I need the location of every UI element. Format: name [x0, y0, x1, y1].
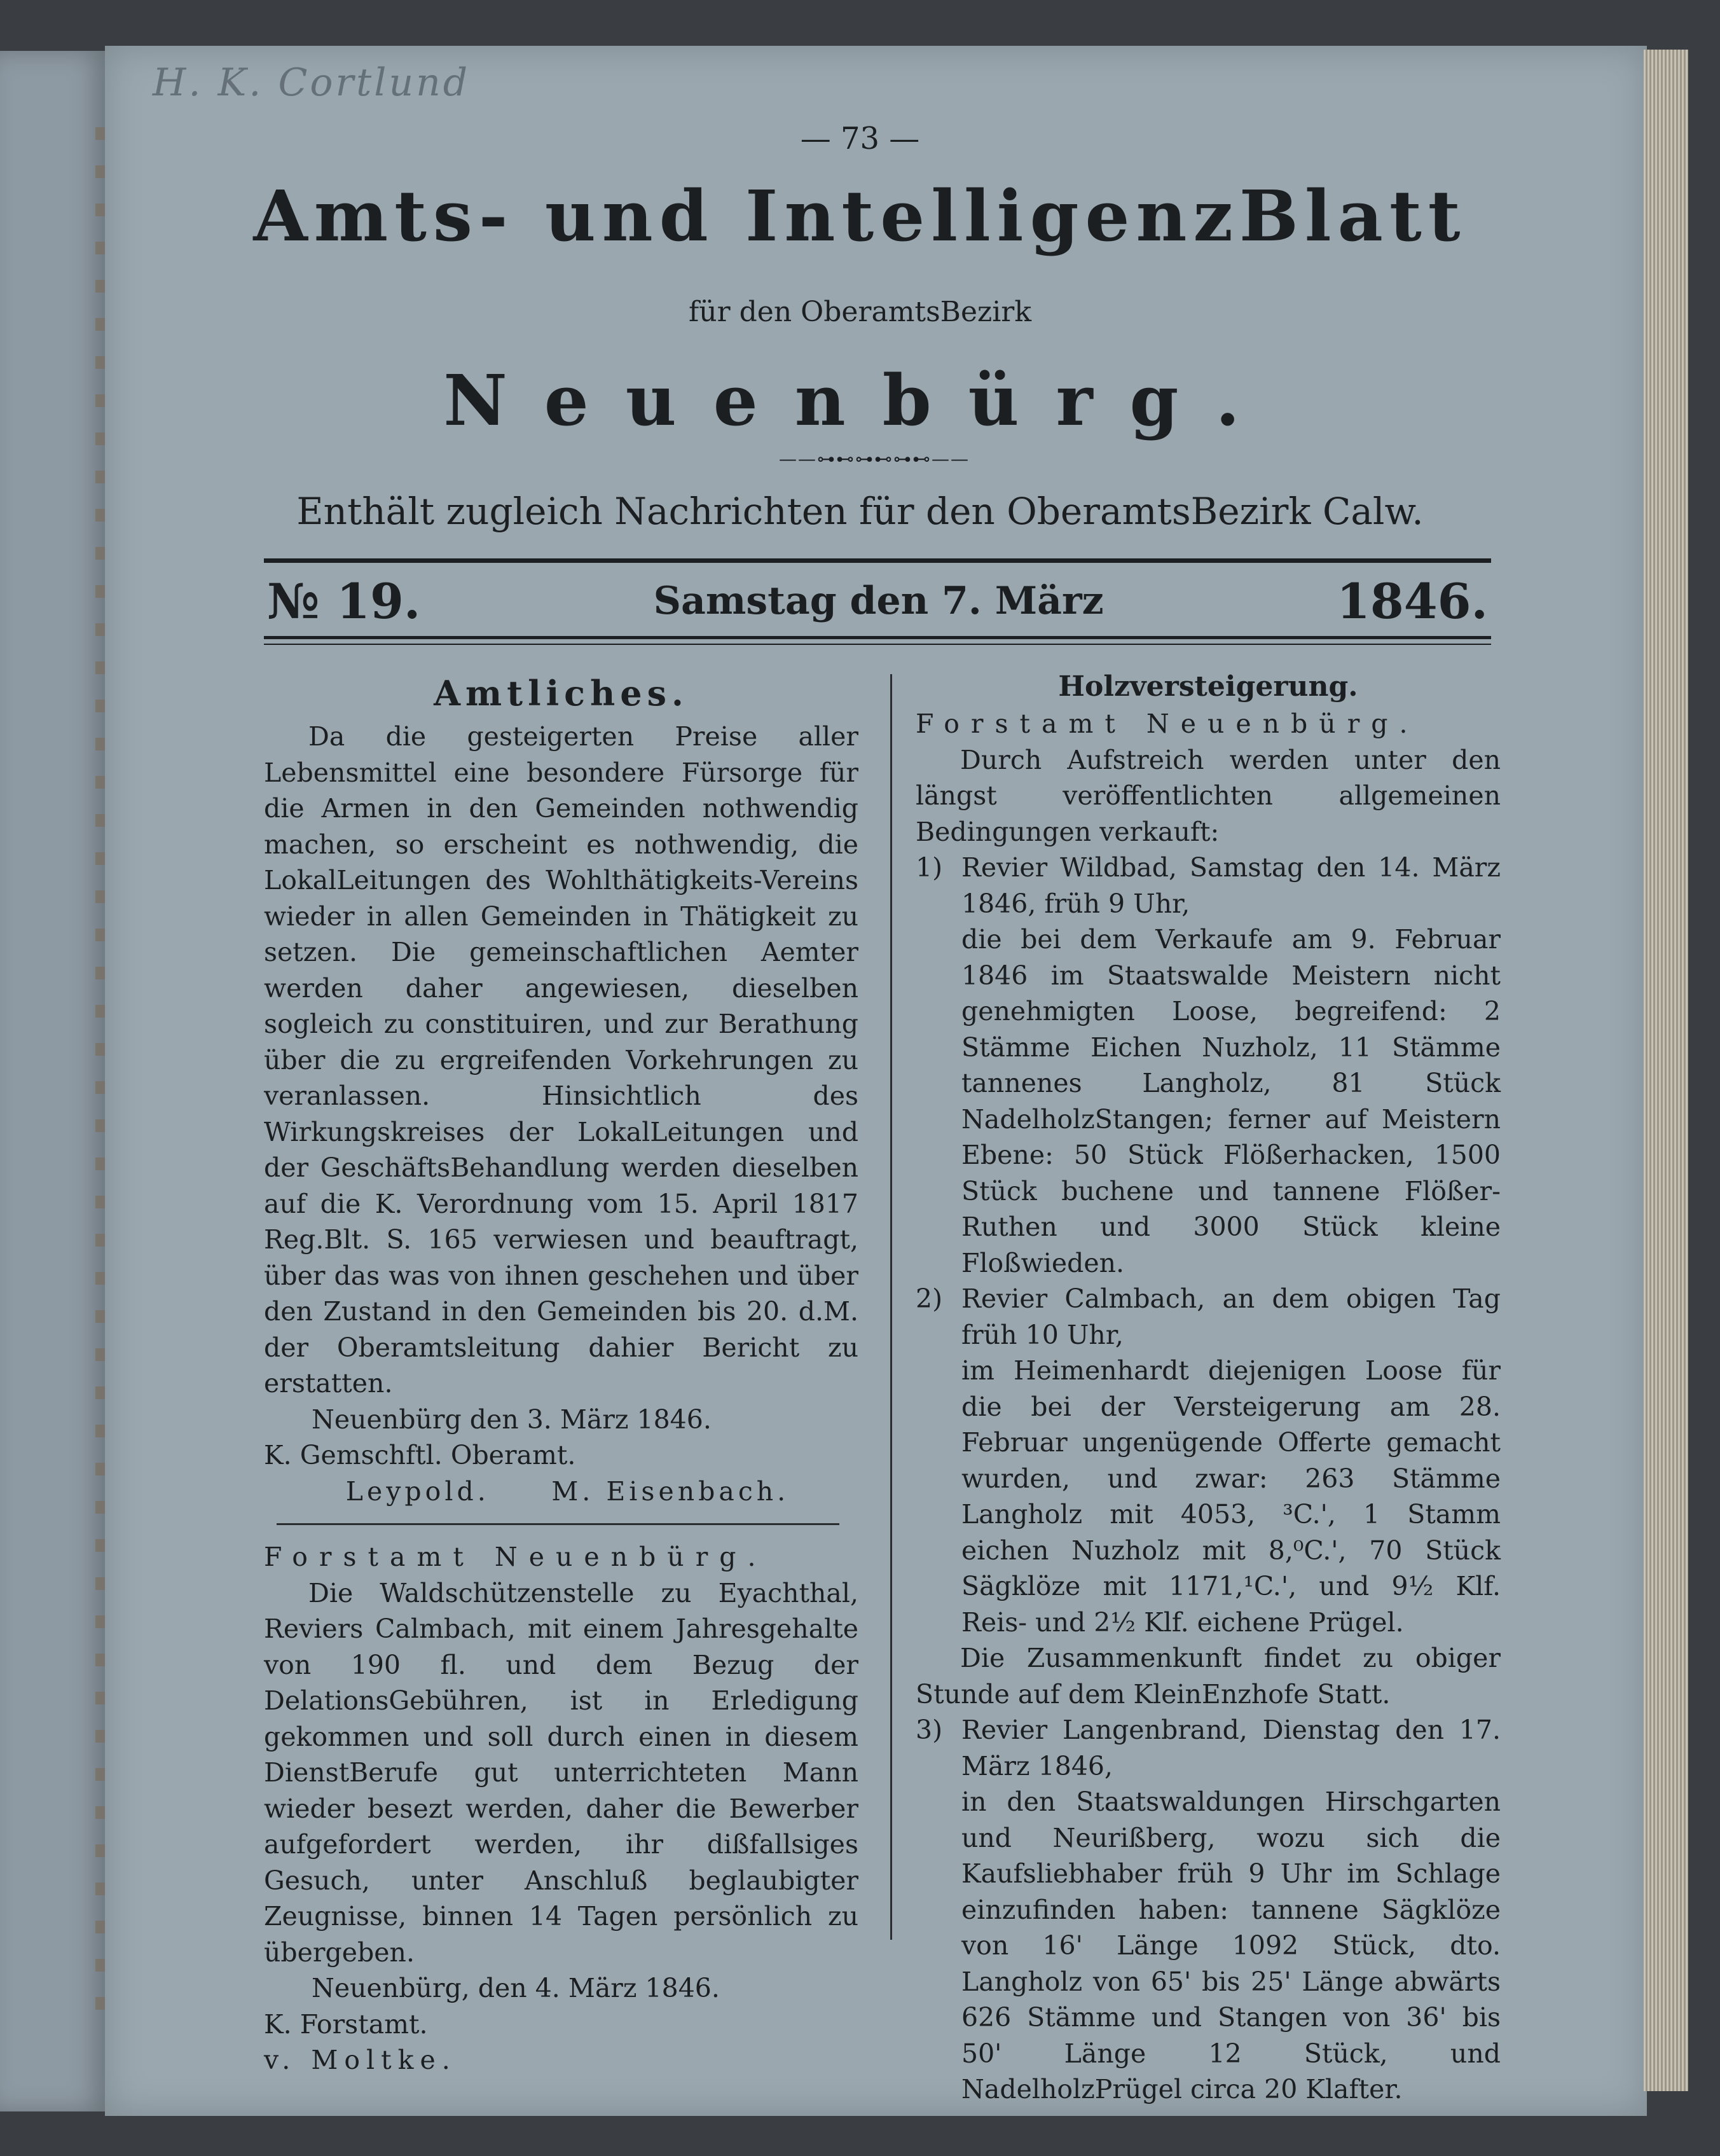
item-detail: im Heimenhardt diejenigen Loose für die bei der Versteigerung am 28. Februar ungenügende Offerte gemacht wurden, und zwar: 263 Stämme Langholz mit 4053, ³C.', 1 Stamm eichen Nuzholz mit 8,⁰C.', 70 Stück Sägklöze mit 1171,¹C.', und 9½ Klf. Reis- und 2½ Klf. eichene Prügel. [961, 1355, 1501, 1638]
item-detail: die bei dem Verkaufe am 9. Februar 1846 im Staatswalde Meistern nicht genehmigten Loose, begreifend: 2 Stämme Eichen Nuzholz, 11 Stämme tannenes Langholz, 81 Stück NadelholzStangen; ferner auf Meistern Ebene: 50 Stück Flößerhacken, 1500 Stück buchene und tannene Flößer-Ruthen und 3000 Stück kleine Floßwieden. [961, 924, 1501, 1278]
item-number: 1) [916, 852, 943, 883]
section-separator [277, 1523, 839, 1525]
forstamt-body: Die Waldschützenstelle zu Eyachthal, Reviers Calmbach, mit einem Jahresgehalte von 190 fl. und dem Bezug der DelationsGebühren, ist in Erledigung gekommen und soll durch einen in diesem DienstBerufe gut unterrichteten Mann wieder besezt werden, daher die Bewerber aufgefordert werden, ihr dißfallsiges Gesuch, unter Anschluß beglaubigter Zeugnisse, binnen 14 Tagen persönlich zu übergeben. [264, 1577, 858, 1968]
signer-eisenbach: M. Eisenbach. [551, 1475, 790, 1507]
item-lead: Revier Wildbad, Samstag den 14. März 1846, früh 9 Uhr, [961, 852, 1501, 919]
item-lead: Revier Calmbach, an dem obigen Tag früh 10 Uhr, [961, 1283, 1501, 1350]
page-number: — 73 — [800, 121, 920, 156]
ornament-divider: ——⊶⊷⊶⊷⊶⊷—— [779, 448, 970, 469]
auction-item [916, 850, 1501, 922]
item-detail: in den Staatswaldungen Hirschgarten und Neurißberg, wozu sich die Kaufsliebhaber früh 9 Uhr im Schlage einzufinden haben: tannene Sägklöze von 16' Länge 1092 Stück, dto. Langholz von 65' bis 25' Länge abwärts 626 Stämme und Stangen von 36' bis 50' Länge 12 Stück, und NadelholzPrügel circa 20 Klafter. [961, 1786, 1501, 2104]
notice-signatures [264, 1474, 858, 1510]
section-heading-holzversteigerung: Holzversteigerung. [1058, 670, 1358, 703]
masthead-district: Neuenbürg. [443, 359, 1277, 441]
auction-item [916, 1281, 1501, 1353]
holz-intro: Durch Aufstreich werden unter den längst veröffentlichten allgemeinen Bedingungen verkauft: [916, 744, 1501, 847]
column-divider [890, 674, 892, 1940]
forstamt-heading: Forstamt Neuenbürg. [264, 1542, 767, 1572]
signer-leypold: Leypold. [345, 1475, 490, 1507]
right-column [916, 668, 1501, 2108]
page-edges [1644, 50, 1688, 2091]
notice-dateline: Neuenbürg den 3. März 1846. [312, 1404, 712, 1435]
issue-date: Samstag den 7. März [653, 579, 1104, 623]
notice-body: Da die gesteigerten Preise aller Lebensmittel eine besondere Fürsorge für die Armen in den Gemeinden nothwendig machen, so erscheint es nothwendig, die LokalLeitungen des Wohlthätigkeits-Vereins wieder in allen Gemeinden in Thätigkeit zu setzen. Die gemeinschaftlichen Aemter werden daher angewiesen, dieselben sogleich zu constituiren, und zur Berathung über die zu ergreifenden Vorkehrungen zu veranlassen. Hinsichtlich des Wirkungskreises der LokalLeitungen und der GeschäftsBehandlung werden dieselben auf die K. Verordnung vom 15. April 1817 Reg.Blt. S. 165 verwiesen und beauftragt, über das was von ihnen geschehen und über den Zustand in den Gemeinden bis 20. d.M. der Oberamtsleitung dahier Bericht zu erstatten. [264, 721, 858, 1399]
masthead-tagline: Enthält zugleich Nachrichten für den OberamtsBezirk Calw. [296, 490, 1424, 533]
auction-item [916, 1712, 1501, 1784]
section-heading-amtliches: Amtliches. [434, 673, 689, 714]
left-column [264, 668, 858, 2078]
item-lead: Revier Langenbrand, Dienstag den 17. März 1846, [961, 1715, 1501, 1781]
meeting-note: Die Zusammenkunft findet zu obiger Stunde auf dem KleinEnzhofe Statt. [916, 1643, 1501, 1710]
issue-number: № 19. [267, 572, 421, 630]
forstamt-office: K. Forstamt. [264, 2008, 428, 2040]
top-rule [264, 558, 1491, 563]
item-number: 3) [916, 1715, 943, 1745]
holz-subheading: Forstamt Neuenbürg. [916, 708, 1419, 739]
masthead-subtitle: für den OberamtsBezirk [688, 296, 1032, 328]
bottom-rule-thin [264, 644, 1491, 645]
item-number: 2) [916, 1283, 943, 1314]
forstamt-dateline: Neuenbürg, den 4. März 1846. [312, 1973, 720, 2003]
notice-office: K. Gemschftl. Oberamt. [264, 1440, 576, 1470]
forstamt-signer: v. Moltke. [264, 2045, 457, 2075]
issue-year: 1846. [1337, 572, 1488, 630]
masthead-title: Amts- und IntelligenzBlatt [253, 175, 1467, 257]
handwritten-margin-note: H. K. Cortlund [153, 60, 471, 105]
bottom-rule [264, 636, 1491, 639]
issue-line [267, 569, 1488, 633]
